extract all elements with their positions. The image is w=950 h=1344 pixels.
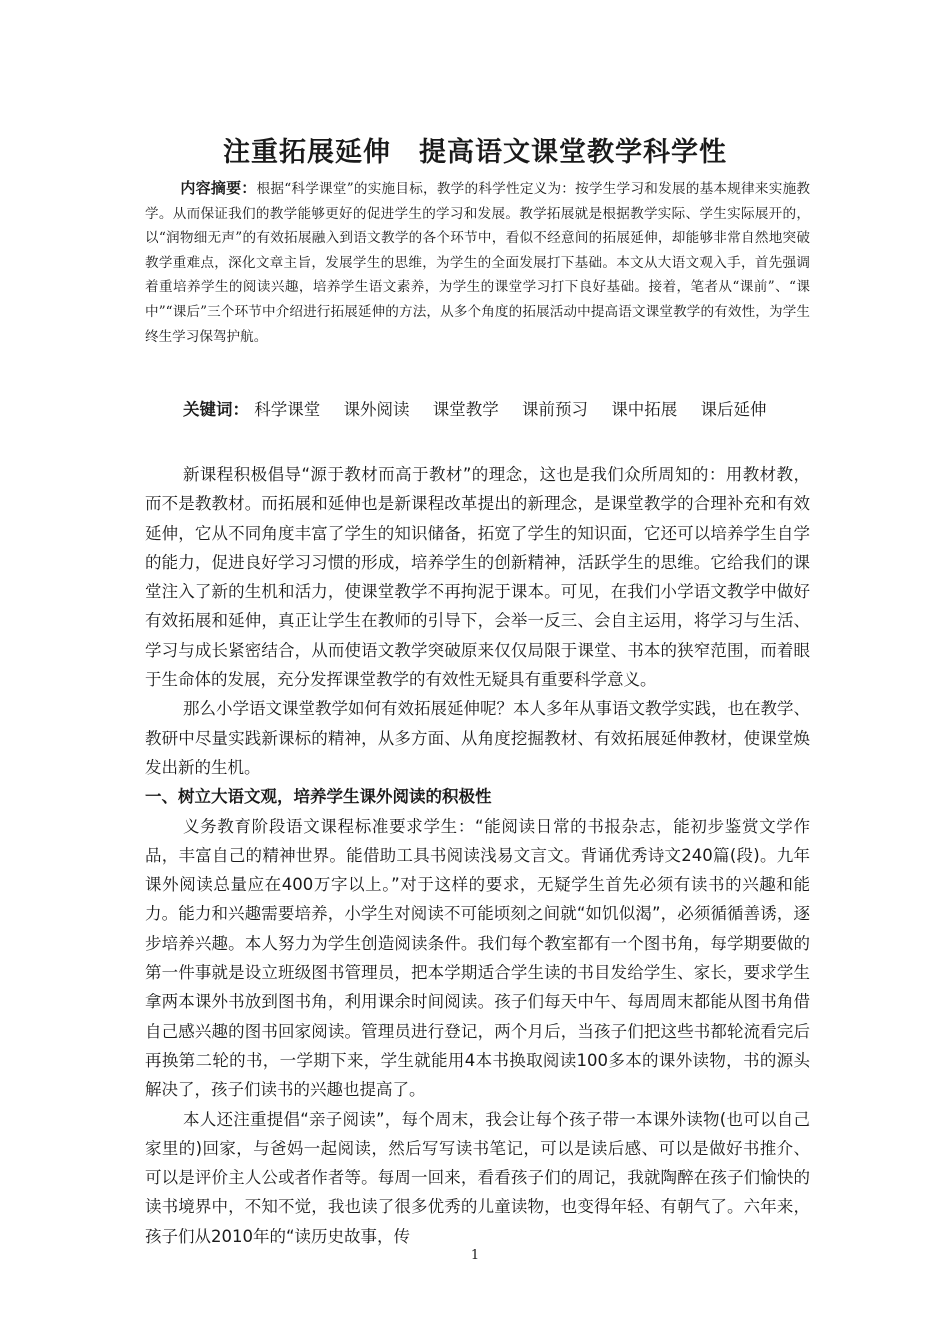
body-text	[145, 460, 810, 1251]
keywords-label: 关键词：	[182, 400, 249, 419]
keywords-line	[145, 394, 810, 426]
body-paragraph: 新课程积极倡导“源于教材而高于教材”的理念，这也是我们众所周知的：用教材教，而不是教教材。而拓展和延伸也是新课程改革提出的新理念，是课堂教学的合理补充和有效延伸，它从不同角度丰富了学生的知识储备，拓宽了学生的知识面，它还可以培养学生自学的能力，促进良好学习习惯的形成，培养学生的创新精神，活跃学生的思维。它给我们的课堂注入了新的生机和活力，使课堂教学不再拘泥于课本。可见，在我们小学语文教学中做好有效拓展和延伸，真正让学生在教师的引导下，会举一反三、会自主运用，将学习与生活、学习与成长紧密结合，从而使语文教学突破原来仅仅局限于课堂、书本的狭窄范围，而着眼于生命体的发展，充分发挥课堂教学的有效性无疑具有重要科学意义。	[145, 465, 810, 690]
body-paragraph: 那么小学语文课堂教学如何有效拓展延伸呢？本人多年从事语文教学实践，也在教学、教研中尽量实践新课标的精神，从多方面、从角度挖掘教材、有效拓展延伸教材，使课堂焕发出新的生机。	[145, 699, 810, 777]
page-number: 1	[470, 1248, 480, 1263]
section-heading: 一、树立大语文观，培养学生课外阅读的积极性	[145, 787, 492, 807]
keyword-item: 课堂教学	[432, 400, 499, 419]
keyword-item: 课前预习	[521, 400, 588, 419]
body-paragraph: 义务教育阶段语文课程标准要求学生：“能阅读日常的书报杂志，能初步鉴赏文学作品，丰富自己的精神世界。能借助工具书阅读浅易文言文。背诵优秀诗文240篇(段)。九年课外阅读总量应在400万字以上。”对于这样的要求，无疑学生首先必须有读书的兴趣和能力。能力和兴趣需要培养，小学生对阅读不可能顷刻之间就“如饥似渴”，必须循循善诱，逐步培养兴趣。本人努力为学生创造阅读条件。我们每个教室都有一个图书角，每学期要做的第一件事就是设立班级图书管理员，把本学期适合学生读的书目发给学生、家长，要求学生拿两本课外书放到图书角，利用课余时间阅读。孩子们每天中午、每周周末都能从图书角借自己感兴趣的图书回家阅读。管理员进行登记，两个月后，当孩子们把这些书都轮流看完后再换第二轮的书，一学期下来，学生就能用4本书换取阅读100多本的课外读物，书的源头解决了，孩子们读书的兴趣也提高了。	[145, 816, 810, 1100]
keyword-item: 课后延伸	[700, 400, 767, 419]
keyword-item: 课中拓展	[611, 400, 678, 419]
keyword-item: 课外阅读	[343, 400, 410, 419]
abstract-text: 根据“科学课堂”的实施目标，教学的科学性定义为：按学生学习和发展的基本规律来实施教学。从而保证我们的教学能够更好的促进学生的学习和发展。教学拓展就是根据教学实际、学生实际展开的，以“润物细无声”的有效拓展融入到语文教学的各个环节中，看似不经意间的拓展延伸，却能够非常自然地突破教学重难点，深化文章主旨，发展学生的思维，为学生的全面发展打下基础。本文从大语文观入手，首先强调着重培养学生的阅读兴趣，培养学生语文素养，为学生的课堂学习打下良好基础。接着，笔者从“课前”、“课中”“课后”三个环节中介绍进行拓展延伸的方法，从多个角度的拓展活动中提高语文课堂教学的有效性，为学生终生学习保驾护航。	[145, 181, 810, 345]
abstract-paragraph	[145, 176, 810, 349]
abstract-label: 内容摘要：	[180, 179, 257, 197]
keyword-item: 科学课堂	[254, 400, 321, 419]
document-title: 注重拓展延伸 提高语文课堂教学科学性	[223, 137, 727, 168]
body-paragraph: 本人还注重提倡“亲子阅读”，每个周末，我会让每个孩子带一本课外读物(也可以自己家里的)回家，与爸妈一起阅读，然后写写读书笔记，可以是读后感、可以是做好书推介、可以是评价主人公或者作者等。每周一回来，看看孩子们的周记，我就陶醉在孩子们愉快的读书境界中，不知不觉，我也读了很多优秀的儿童读物，也变得年轻、有朝气了。六年来，孩子们从2010年的“读历史故事，传	[145, 1109, 810, 1246]
